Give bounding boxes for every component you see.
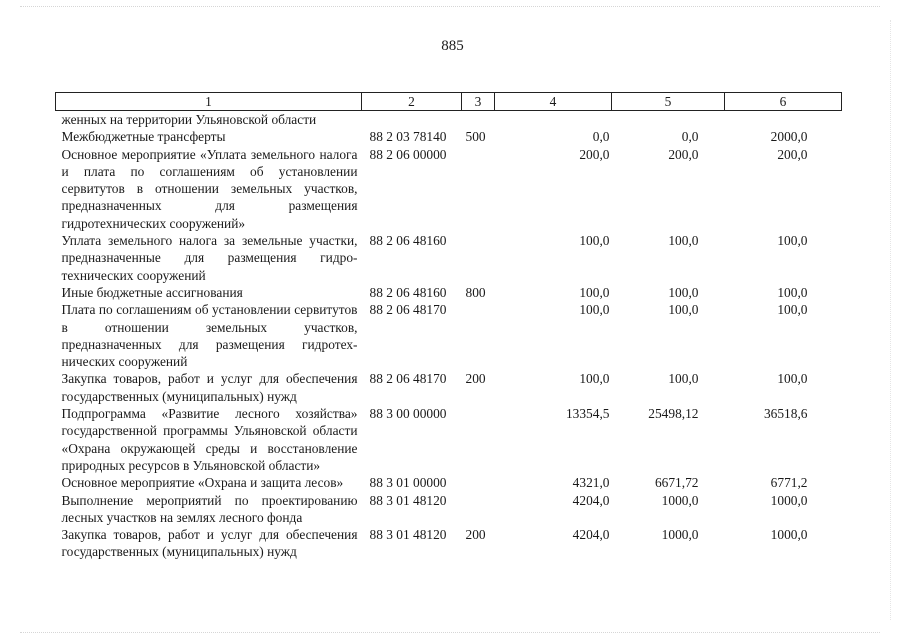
row-value-col-6: 100,0 [777, 284, 808, 300]
table-row [56, 111, 842, 129]
table-row [56, 232, 842, 284]
row-code [362, 111, 462, 129]
row-name: Основное мероприятие «Охрана и защита лесов» [61, 475, 344, 491]
header-col-5: 5 [612, 93, 725, 111]
header-col-4: 4 [495, 93, 612, 111]
row-code: 88 2 06 48160 [369, 284, 447, 300]
row-name: Основное мероприятие «Уплата земельного налога и плата по соглашениям об установлении сервитутов в отношении земельных участков, предназначенных для размещения гидротехнических сооружений» [61, 146, 358, 231]
table-body [56, 111, 842, 561]
row-value-col-4: 13354,5 [565, 406, 610, 422]
table-row [56, 526, 842, 561]
row-value-col-4: 100,0 [579, 233, 610, 249]
row-expense-type [462, 474, 495, 491]
row-code: 88 3 01 48120 [369, 527, 447, 543]
row-value-col-4: 200,0 [579, 146, 610, 162]
scan-artifact-right [890, 20, 893, 620]
row-value-col-6: 100,0 [777, 371, 808, 387]
scan-artifact-top [20, 6, 880, 9]
row-value-col-5: 1000,0 [661, 527, 699, 543]
header-row [56, 93, 842, 111]
row-expense-type [462, 405, 495, 474]
table-row [56, 284, 842, 301]
row-code: 88 2 06 48170 [369, 371, 447, 387]
page-number: 885 [441, 38, 464, 54]
row-expense-type [462, 301, 495, 370]
row-code: 88 3 00 00000 [369, 406, 447, 422]
row-code: 88 3 01 48120 [369, 492, 447, 508]
row-code: 88 3 01 00000 [369, 475, 447, 491]
row-value-col-4: 0,0 [592, 129, 610, 145]
row-value-col-6: 1000,0 [770, 527, 808, 543]
table-row [56, 128, 842, 145]
row-expense-type: 200 [465, 527, 486, 543]
row-code: 88 2 06 48160 [369, 233, 447, 249]
header-col-3: 3 [462, 93, 495, 111]
row-code: 88 2 06 48170 [369, 302, 447, 318]
table-row [56, 301, 842, 370]
budget-table [55, 92, 842, 561]
row-expense-type [462, 232, 495, 284]
row-expense-type: 200 [465, 371, 486, 387]
scan-artifact-bottom [20, 632, 880, 635]
row-value-col-6: 1000,0 [770, 492, 808, 508]
row-value-col-5: 100,0 [668, 284, 699, 300]
row-value-col-4: 100,0 [579, 284, 610, 300]
row-value-col-6: 2000,0 [770, 129, 808, 145]
row-value-col-4: 4204,0 [572, 492, 610, 508]
row-value-col-4 [495, 111, 612, 129]
row-code: 88 2 03 78140 [369, 129, 447, 145]
table-row [56, 405, 842, 474]
row-value-col-4: 100,0 [579, 302, 610, 318]
row-value-col-6: 6771,2 [770, 475, 808, 491]
row-value-col-4: 4321,0 [572, 475, 610, 491]
row-value-col-6: 36518,6 [763, 406, 808, 422]
row-name: Межбюджетные трансферты [61, 129, 226, 145]
row-name: Иные бюджетные ассигнования [61, 284, 243, 300]
row-expense-type [462, 146, 495, 232]
row-value-col-6 [725, 111, 842, 129]
row-name: Уплата земельного налога за земельные участки, предназначенные для размещения гидротехнических сооружений [61, 233, 358, 283]
row-value-col-6: 100,0 [777, 233, 808, 249]
row-value-col-5 [612, 111, 725, 129]
header-col-2: 2 [362, 93, 462, 111]
table-row [56, 370, 842, 405]
row-value-col-5: 6671,72 [654, 475, 699, 491]
row-expense-type [462, 111, 495, 129]
row-value-col-6: 100,0 [777, 302, 808, 318]
row-name: Подпрограмма «Развитие лесного хозяйства» государственной программы Ульяновской области «Охрана окружающей среды и восстановление природных ресурсов в Ульяновской области» [61, 406, 358, 473]
row-value-col-5: 100,0 [668, 302, 699, 318]
row-expense-type: 800 [465, 284, 486, 300]
row-value-col-5: 100,0 [668, 233, 699, 249]
row-value-col-5: 1000,0 [661, 492, 699, 508]
table-row [56, 146, 842, 232]
row-value-col-4: 4204,0 [572, 527, 610, 543]
row-value-col-5: 25498,12 [648, 406, 699, 422]
row-expense-type: 500 [465, 129, 486, 145]
row-value-col-5: 0,0 [681, 129, 699, 145]
row-value-col-5: 200,0 [668, 146, 699, 162]
row-name: Плата по соглашениям об установлении сервитутов в отношении земельных участков, предназначенных для размещения гидротехнических сооружений [61, 302, 358, 370]
row-name: Закупка товаров, работ и услуг для обеспечения государственных (муниципальных) нужд [61, 527, 358, 560]
header-col-6: 6 [725, 93, 842, 111]
row-value-col-5: 100,0 [668, 371, 699, 387]
row-name: Выполнение мероприятий по проектированию лесных участков на землях лесного фонда [61, 492, 358, 525]
row-expense-type [462, 492, 495, 527]
table-row [56, 474, 842, 491]
row-name: Закупка товаров, работ и услуг для обеспечения государственных (муниципальных) нужд [61, 371, 358, 404]
row-name: женных на территории Ульяновской области [61, 112, 317, 127]
row-code: 88 2 06 00000 [369, 146, 447, 162]
table-row [56, 492, 842, 527]
row-value-col-4: 100,0 [579, 371, 610, 387]
row-value-col-6: 200,0 [777, 146, 808, 162]
header-col-1: 1 [56, 93, 362, 111]
